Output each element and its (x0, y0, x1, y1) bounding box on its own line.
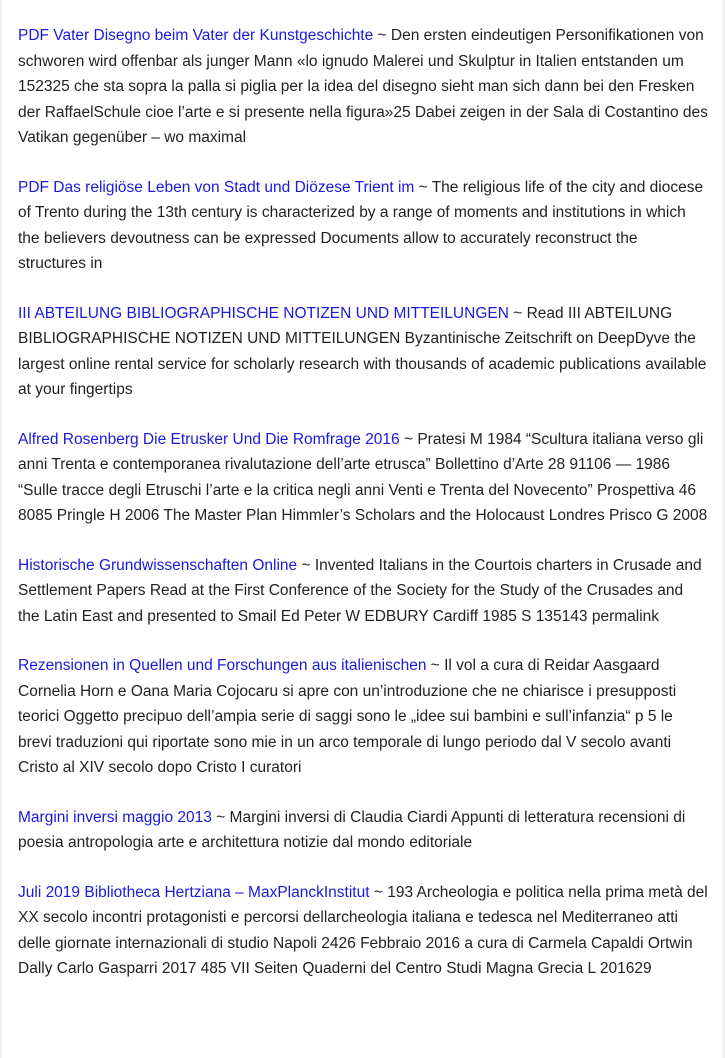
result-link[interactable]: Historische Grundwissenschaften Online (18, 556, 298, 574)
separator: ~ (369, 883, 388, 901)
separator: ~ (297, 556, 315, 574)
result-snippet: The religious life of the city and diocese of Trento during the 13th century is characterized by a range of moments and institutions in which the believers devoutness can be expressed Documents allow to accurately reconstruct the structures in (18, 178, 704, 272)
result-snippet: Margini inversi di Claudia Ciardi Appunti di letteratura recensioni di poesia antropologia arte e architettura notizie dal mondo editoriale (18, 808, 686, 851)
separator: ~ (426, 657, 445, 674)
result-snippet: Den ersten eindeutigen Personifikationen von schworen wird offenbar als junger Mann «lo ignudo Malerei und Skulptur in Italien entstanden um 152325 che sta sopra la palla si piglia per la idea del disegno sieht man sich dann bei den Fresken der RaffaelSchule cioe l’arte e si presente nella figura»25 Dabei zeigen in der Sala di Costantino des Vatikan gegenüber – wo maximal (18, 27, 708, 146)
list-item (18, 175, 708, 277)
list-item (18, 23, 708, 151)
separator: ~ (508, 304, 527, 322)
separator: ~ (373, 27, 391, 44)
result-link[interactable]: Alfred Rosenberg Die Etrusker Und Die Romfrage 2016 (18, 430, 400, 448)
result-snippet: Pratesi M 1984 “Scultura italiana verso gli anni Trenta e contemporanea rivalutazione dell’arte etrusca” Bollettino d’Arte 28 91106 — 1986 “Sulle tracce degli Etruschi l’arte e la critica negli anni Venti e Trenta del Novecento” Prospettiva 46 8085 Pringle H 2006 The Master Plan Himmler’s Scholars and the Holocaust Londres Prisco G 2008 (18, 430, 708, 524)
result-link[interactable]: Rezensionen in Quellen und Forschungen aus italienischen (18, 657, 427, 674)
result-snippet: 193 Archeologia e politica nella prima metà del XX secolo incontri protagonisti e percorsi dellarcheologia italiana e tedesca nel Mediterraneo atti delle giornate internazionali di studio Napoli 2426 Febbraio 2016 a cura di Carmela Capaldi Ortwin Dally Carlo Gasparri 2017 485 VII Seiten Quaderni del Centro Studi Magna Grecia L 201629 (18, 883, 708, 977)
list-item (18, 653, 708, 781)
separator: ~ (414, 178, 432, 196)
result-link[interactable]: III ABTEILUNG BIBLIOGRAPHISCHE NOTIZEN UND MITTEILUNGEN (18, 304, 509, 322)
separator: ~ (211, 808, 230, 826)
result-snippet: Il vol a cura di Reidar Aasgaard Cornelia Horn e Oana Maria Cojocaru si apre con un’introduzione che ne chiarisce i presupposti teorici Oggetto precipuo dell’ampia serie di saggi sono le „idee sui bambini e sull’infanzia“ p 5 le brevi traduzioni qui riportate sono mie in un arco temporale di lungo periodo dal V secolo avanti Cristo al XIV secolo dopo Cristo I curatori (18, 657, 677, 776)
result-snippet: Invented Italians in the Courtois charters in Crusade and Settlement Papers Read at the First Conference of the Society for the Study of the Crusades and the Latin East and presented to Smail Ed Peter W EDBURY Cardiff 1985 S 135143 permalink (18, 556, 702, 625)
result-snippet: Read III ABTEILUNG BIBLIOGRAPHISCHE NOTIZEN UND MITTEILUNGEN Byzantinische Zeitschrift on DeepDyve the largest online rental service for scholarly research with thousands of academic publications available at your fingertips (18, 304, 707, 398)
result-link[interactable]: PDF Vater Disegno beim Vater der Kunstgeschichte (18, 27, 374, 44)
separator: ~ (399, 430, 418, 448)
result-link[interactable]: Margini inversi maggio 2013 (18, 808, 212, 826)
list-item (18, 553, 708, 630)
list-item (18, 427, 708, 529)
list-item (18, 805, 708, 856)
result-link[interactable]: PDF Das religiöse Leben von Stadt und Diözese Trient im (18, 178, 415, 196)
content-card (2, 0, 722, 1058)
list-item (18, 301, 708, 403)
result-link[interactable]: Juli 2019 Bibliotheca Hertziana – MaxPlanckInstitut (18, 883, 370, 901)
list-item (18, 880, 708, 982)
